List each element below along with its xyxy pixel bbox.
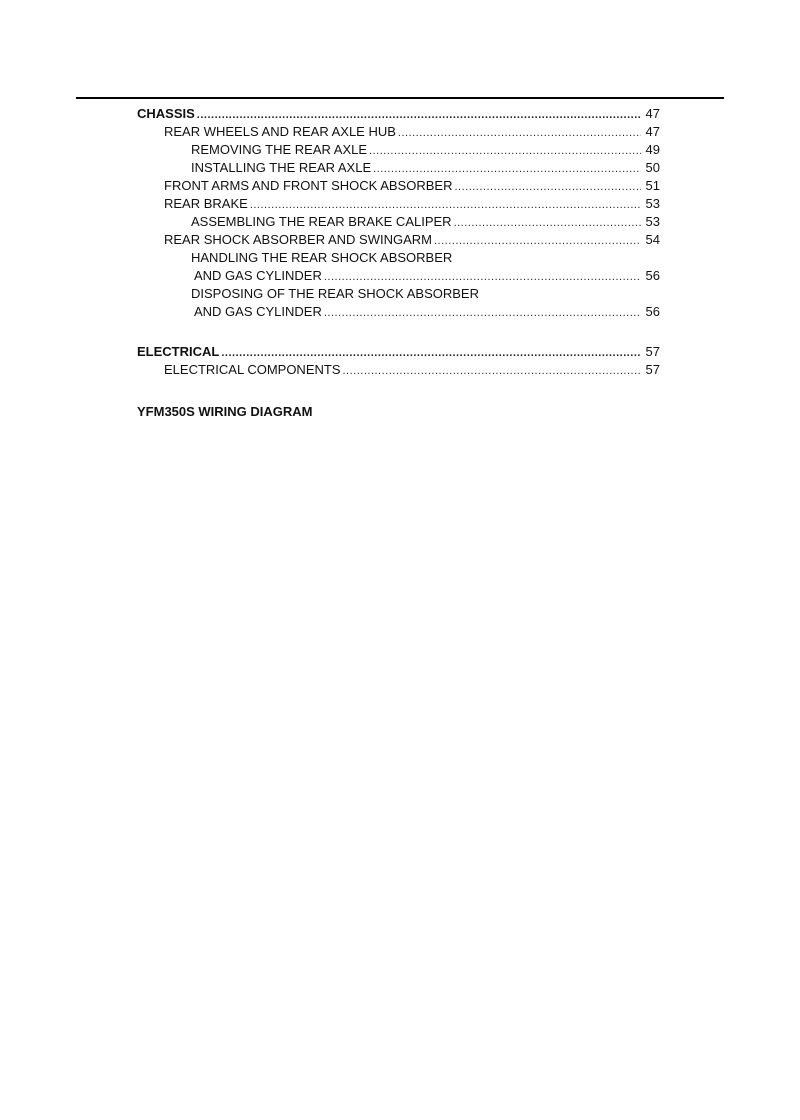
toc-entry[interactable]: [137, 213, 660, 231]
toc-entry-title: HANDLING THE REAR SHOCK ABSORBER: [191, 250, 453, 265]
header-rule: [76, 97, 724, 99]
toc-leader: [343, 362, 642, 380]
toc-page-number: 54: [645, 232, 660, 247]
toc-entry-title: INSTALLING THE REAR AXLE: [191, 160, 372, 175]
toc-entry-title: FRONT ARMS AND FRONT SHOCK ABSORBER: [164, 178, 453, 193]
toc-entry-line1[interactable]: [137, 285, 660, 303]
toc-entry-line2[interactable]: [137, 267, 660, 285]
toc-entry-title: DISPOSING OF THE REAR SHOCK ABSORBER: [191, 286, 479, 301]
toc-page-number: 51: [645, 178, 660, 193]
toc-page-number: 53: [645, 196, 660, 211]
toc-entry[interactable]: [137, 195, 660, 213]
table-of-contents: [137, 105, 660, 421]
toc-page-number: 49: [645, 142, 660, 157]
toc-entry-title: REAR BRAKE: [164, 196, 248, 211]
toc-section-title: YFM350S WIRING DIAGRAM: [137, 404, 313, 419]
toc-leader: [324, 268, 641, 286]
toc-page-number: 50: [645, 160, 660, 175]
toc-leader: [434, 232, 641, 250]
toc-leader: [373, 160, 641, 178]
toc-entry[interactable]: [137, 159, 660, 177]
toc-section-electrical[interactable]: [137, 343, 660, 361]
toc-entry-title-continued: AND GAS CYLINDER: [194, 268, 322, 283]
toc-leader: [369, 142, 641, 160]
toc-leader: [454, 178, 641, 196]
toc-entry[interactable]: [137, 177, 660, 195]
toc-entry-title: ASSEMBLING THE REAR BRAKE CALIPER: [191, 214, 452, 229]
toc-entry[interactable]: [137, 361, 660, 379]
toc-entry-title: REAR WHEELS AND REAR AXLE HUB: [164, 124, 396, 139]
toc-page-number: 56: [645, 268, 660, 283]
toc-leader: [324, 304, 641, 322]
toc-entry-line2[interactable]: [137, 303, 660, 321]
toc-entry-title: ELECTRICAL COMPONENTS: [164, 362, 341, 377]
toc-entry[interactable]: [137, 231, 660, 249]
toc-page-number: 57: [645, 344, 660, 359]
toc-leader: [398, 124, 641, 142]
toc-entry-title-continued: AND GAS CYLINDER: [194, 304, 322, 319]
toc-entry[interactable]: [137, 141, 660, 159]
toc-section-title: CHASSIS: [137, 106, 195, 121]
toc-entry-title: REMOVING THE REAR AXLE: [191, 142, 368, 157]
toc-page-number: 53: [645, 214, 660, 229]
toc-section-wiring-diagram[interactable]: [137, 403, 660, 421]
toc-entry-title: REAR SHOCK ABSORBER AND SWINGARM: [164, 232, 432, 247]
toc-page-number: 47: [645, 106, 660, 121]
toc-entry[interactable]: [137, 123, 660, 141]
toc-section-title: ELECTRICAL: [137, 344, 220, 359]
toc-leader: [454, 214, 641, 232]
toc-leader: [197, 106, 641, 124]
toc-entry-line1[interactable]: [137, 249, 660, 267]
toc-page-number: 47: [645, 124, 660, 139]
toc-page-number: 57: [645, 362, 660, 377]
toc-leader: [221, 344, 641, 362]
toc-leader: [250, 196, 641, 214]
toc-page-number: 56: [645, 304, 660, 319]
toc-section-chassis[interactable]: [137, 105, 660, 123]
